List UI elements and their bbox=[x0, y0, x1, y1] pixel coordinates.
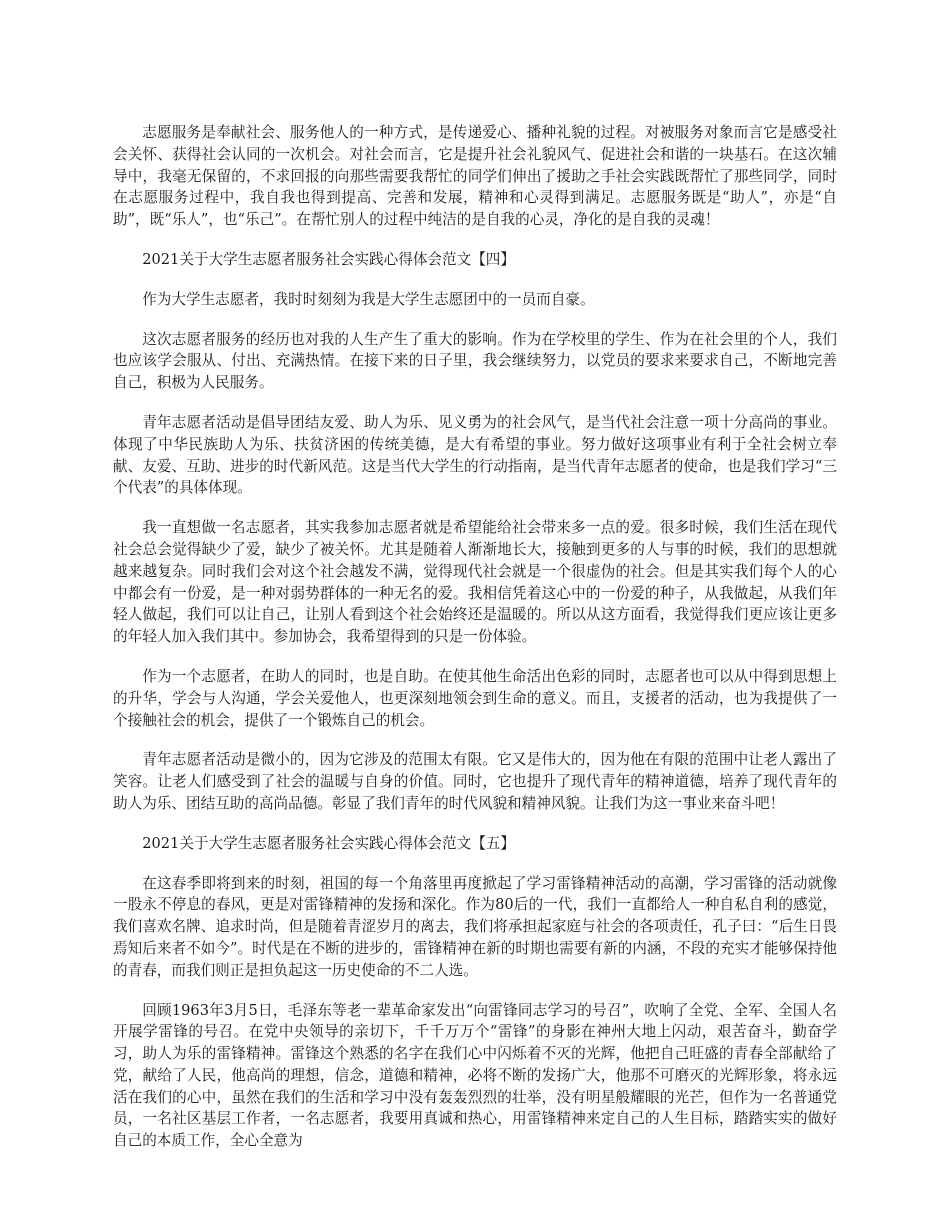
paragraph-1963-review: 回顾1963年3月5日，毛泽东等老一辈革命家发出“向雷锋同志学习的号召”，吹响了全党、全军、全国人名开展学雷锋的号召。在党中央领导的亲切下，千千万万个“雷锋”的身影在神州大地上闪动，艰苦奋斗，勤奋学习，助人为乐的雷锋精神。雷锋这个熟悉的名字在我们心中闪烁着不灭的光辉，他把自己旺盛的青春全部献给了党，献给了人民，他高尚的理想，信念，道德和精神，必将不断的发扬广大，他那不可磨灭的光辉形象，将永远活在我们的心中，虽然在我们的生活和学习中没有轰轰烈烈的壮举，没有明星般耀眼的光芒，但作为一名普通党员，一名社区基层工作者，一名志愿者，我要用真诚和热心，用雷锋精神来定自己的人生目标，踏踏实实的做好自己的本质工作，全心全意为 bbox=[113, 1001, 837, 1150]
paragraph-youth-activity: 青年志愿者活动是倡导团结友爱、助人为乐、见义勇为的社会风气，是当代社会注意一项十分高尚的事业。体现了中华民族助人为乐、扶贫济困的传统美德，是大有希望的事业。努力做好这项事业有利于全社会树立奉献、友爱、互助、进步的时代新风范。这是当代大学生的行动指南，是当代青年志愿者的使命，也是我们学习“三个代表”的具体体现。 bbox=[113, 413, 837, 497]
paragraph-experience: 这次志愿者服务的经历也对我的人生产生了重大的影响。作为在学校里的学生、作为在社会里的个人，我们也应该学会服从、付出、充满热情。在接下来的日子里，我会继续努力，以党员的要求来要求自己，不断地完善自己，积极为人民服务。 bbox=[113, 330, 837, 392]
document-page bbox=[113, 122, 837, 1170]
section-heading-five: 2021关于大学生志愿者服务社会实践心得体会范文【五】 bbox=[142, 834, 515, 852]
paragraph-pride: 作为大学生志愿者，我时时刻刻为我是大学生志愿团中的一员而自豪。 bbox=[142, 290, 595, 308]
paragraph-small-great: 青年志愿者活动是微小的，因为它涉及的范围太有限。它又是伟大的，因为他在有限的范围中让老人露出了笑容。让老人们感受到了社会的温暖与自身的价值。同时，它也提升了现代青年的精神道德，培养了现代青年的助人为乐、团结互助的高尚品德。彰显了我们青年的时代风貌和精神风貌。让我们为这一事业来奋斗吧！ bbox=[113, 751, 837, 812]
paragraph-volunteer-service: 志愿服务是奉献社会、服务他人的一种方式，是传递爱心、播种礼貌的过程。对被服务对象而言它是感受社会关怀、获得社会认同的一次机会。对社会而言，它是提升社会礼貌风气、促进社会和谐的一块基石。在这次辅导中，我毫无保留的，不求回报的向那些需要我帮忙的同学们伸出了援助之手社会实践既帮忙了那些同学，同时在志愿服务过程中，我自我也得到提高、完善和发展，精神和心灵得到满足。志愿服务既是“助人”，亦是“自助”，既“乐人”，也“乐己”。在帮忙别人的过程中纯洁的是自我的心灵，净化的是自我的灵魂！ bbox=[113, 124, 837, 229]
paragraph-wish: 我一直想做一名志愿者，其实我参加志愿者就是希望能给社会带来多一点的爱。很多时候，我们生活在现代社会总会觉得缺少了爱，缺少了被关怀。尤其是随着人渐渐地长大，接触到更多的人与事的时候，我们的思想就越来越复杂。同时我们会对这个社会越发不满，觉得现代社会就是一个很虚伪的社会。但是其实我们每个人的心中都会有一份爱，是一种对弱势群体的一种无名的爱。我相信凭着这心中的一份爱的种子，从我做起，从我们年轻人做起，我们可以让自己，让别人看到这个社会始终还是温暖的。所以从这方面看，我觉得我们更应该让更多的年轻人加入我们其中。参加协会，我希望得到的只是一份体验。 bbox=[113, 519, 837, 646]
paragraph-spring-leifeng: 在这春季即将到来的时刻，祖国的每一个角落里再度掀起了学习雷锋精神活动的高潮，学习雷锋的活动就像一股永不停息的春风，更是对雷锋精神的发扬和深化。作为80后的一代，我们一直都给人一种自私自利的感觉，我们喜欢名牌、追求时尚，但是随着青涩岁月的离去，我们将承担起家庭与社会的各项责任，孔子曰：“后生日畏 焉知后来者不如今”。时代是在不断的进步的，雷锋精神在新的时期也需要有新的内涵，不段的充实才能够保持他的青春，而我们则正是担负起这一历史使命的不二人选。 bbox=[113, 874, 837, 979]
section-heading-four: 2021关于大学生志愿者服务社会实践心得体会范文【四】 bbox=[142, 250, 515, 268]
paragraph-self-help: 作为一个志愿者，在助人的同时，也是自助。在使其他生命活出色彩的同时，志愿者也可以从中得到思想上的升华，学会与人沟通，学会关爱他人，也更深刻地领会到生命的意义。而且，支援者的活动，也为我提供了一个接触社会的机会，提供了一个锻炼自己的机会。 bbox=[113, 667, 837, 729]
